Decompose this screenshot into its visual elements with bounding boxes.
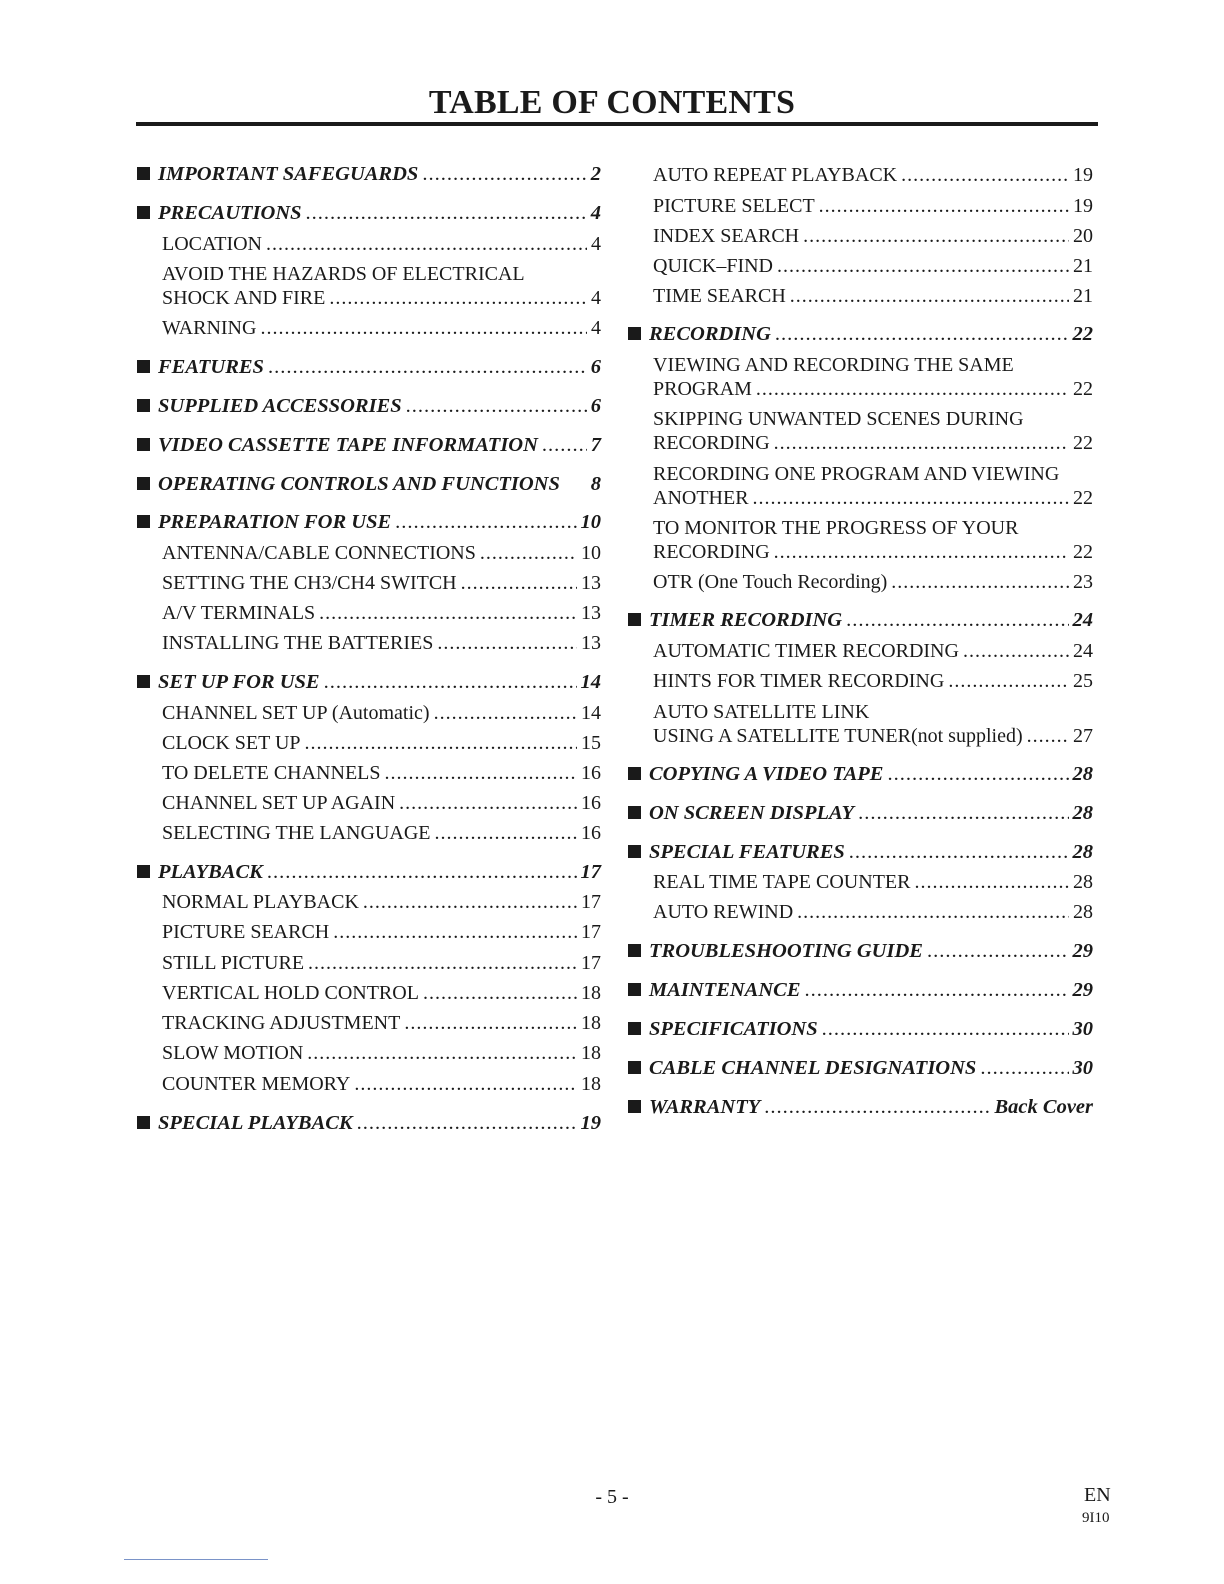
toc-entry[interactable]: CHANNEL SET UP (Automatic) ..... 14 [137, 701, 601, 725]
bullet-square-icon [628, 327, 641, 340]
toc-section[interactable]: SPECIFICATIONS ..... 30 [628, 1017, 1093, 1041]
bullet-square-icon [137, 438, 150, 451]
bullet-square-icon [628, 767, 641, 780]
bullet-square-icon [137, 675, 150, 688]
toc-entry[interactable]: WARNING ..... 4 [137, 316, 601, 340]
toc-section[interactable]: CABLE CHANNEL DESIGNATIONS ..... 30 [628, 1056, 1093, 1080]
toc-entry-line: AUTO SATELLITE LINK [653, 701, 870, 723]
toc-entry[interactable]: SETTING THE CH3/CH4 SWITCH ..... 13 [137, 571, 601, 595]
toc-entry[interactable]: AUTO REWIND ..... 28 [628, 900, 1093, 924]
toc-entry[interactable]: COUNTER MEMORY ..... 18 [137, 1072, 601, 1096]
toc-entry-line: TO MONITOR THE PROGRESS OF YOUR [653, 517, 1019, 539]
toc-entry[interactable]: A/V TERMINALS ..... 13 [137, 601, 601, 625]
toc-entry-line: SKIPPING UNWANTED SCENES DURING [653, 408, 1024, 430]
toc-section[interactable]: WARRANTY ..... Back Cover [628, 1095, 1093, 1119]
toc-entry[interactable]: SELECTING THE LANGUAGE ..... 16 [137, 821, 601, 845]
toc-section[interactable]: ON SCREEN DISPLAY ..... 28 [628, 801, 1093, 825]
bullet-square-icon [628, 1100, 641, 1113]
toc-entry[interactable]: CHANNEL SET UP AGAIN ..... 16 [137, 791, 601, 815]
toc-section[interactable]: IMPORTANT SAFEGUARDS ..... 2 [137, 162, 601, 186]
toc-entry[interactable]: TO DELETE CHANNELS ..... 16 [137, 761, 601, 785]
toc-entry[interactable]: RECORDING ..... 22 [628, 431, 1093, 455]
toc-entry[interactable]: AUTOMATIC TIMER RECORDING ..... 24 [628, 639, 1093, 663]
bullet-square-icon [137, 399, 150, 412]
bullet-square-icon [628, 613, 641, 626]
toc-section[interactable]: COPYING A VIDEO TAPE ..... 28 [628, 762, 1093, 786]
toc-entry[interactable]: OTR (One Touch Recording) ..... 23 [628, 570, 1093, 594]
toc-section[interactable]: PREPARATION FOR USE ..... 10 [137, 510, 601, 534]
toc-section[interactable]: MAINTENANCE ..... 29 [628, 978, 1093, 1002]
bullet-square-icon [628, 983, 641, 996]
toc-entry[interactable]: QUICK–FIND ..... 21 [628, 254, 1093, 278]
bullet-square-icon [628, 1061, 641, 1074]
title-rule [136, 122, 1098, 126]
toc-entry-line: VIEWING AND RECORDING THE SAME [653, 354, 1014, 376]
toc-entry[interactable]: TRACKING ADJUSTMENT ..... 18 [137, 1011, 601, 1035]
toc-entry[interactable]: LOCATION ..... 4 [137, 232, 601, 256]
toc-section[interactable]: SPECIAL PLAYBACK ..... 19 [137, 1111, 601, 1135]
bottom-divider [124, 1559, 268, 1560]
document-code: 9I10 [1082, 1510, 1110, 1526]
toc-entry[interactable]: ANOTHER ..... 22 [628, 486, 1093, 510]
page-title: TABLE OF CONTENTS [428, 84, 796, 121]
toc-entry[interactable]: CLOCK SET UP ..... 15 [137, 731, 601, 755]
toc-entry[interactable]: ANTENNA/CABLE CONNECTIONS ..... 10 [137, 541, 601, 565]
bullet-square-icon [137, 360, 150, 373]
toc-entry-line: AVOID THE HAZARDS OF ELECTRICAL [162, 263, 525, 285]
toc-entry[interactable]: VERTICAL HOLD CONTROL ..... 18 [137, 981, 601, 1005]
toc-entry[interactable]: PICTURE SELECT ..... 19 [628, 194, 1093, 218]
toc-section[interactable]: PRECAUTIONS ..... 4 [137, 201, 601, 225]
toc-section[interactable]: VIDEO CASSETTE TAPE INFORMATION ..... 7 [137, 433, 601, 457]
bullet-square-icon [137, 1116, 150, 1129]
bullet-square-icon [628, 845, 641, 858]
toc-entry[interactable]: REAL TIME TAPE COUNTER ..... 28 [628, 870, 1093, 894]
bullet-square-icon [137, 477, 150, 490]
toc-section[interactable]: FEATURES ..... 6 [137, 355, 601, 379]
language-code: EN [1084, 1484, 1111, 1506]
toc-entry[interactable]: NORMAL PLAYBACK ..... 17 [137, 890, 601, 914]
bullet-square-icon [628, 806, 641, 819]
toc-entry[interactable]: RECORDING ..... 22 [628, 540, 1093, 564]
bullet-square-icon [137, 515, 150, 528]
toc-entry[interactable]: HINTS FOR TIMER RECORDING ..... 25 [628, 669, 1093, 693]
toc-section[interactable]: TROUBLESHOOTING GUIDE ..... 29 [628, 939, 1093, 963]
toc-entry[interactable]: PICTURE SEARCH ..... 17 [137, 920, 601, 944]
toc-entry-line: RECORDING ONE PROGRAM AND VIEWING [653, 463, 1060, 485]
toc-section[interactable]: RECORDING ..... 22 [628, 322, 1093, 346]
bullet-square-icon [137, 865, 150, 878]
toc-section[interactable]: OPERATING CONTROLS AND FUNCTIONS 8 [137, 472, 601, 496]
bullet-square-icon [137, 206, 150, 219]
toc-section[interactable]: SET UP FOR USE ..... 14 [137, 670, 601, 694]
bullet-square-icon [137, 167, 150, 180]
toc-entry[interactable]: INDEX SEARCH ..... 20 [628, 224, 1093, 248]
bullet-square-icon [628, 944, 641, 957]
toc-entry[interactable]: TIME SEARCH ..... 21 [628, 284, 1093, 308]
toc-entry[interactable]: SHOCK AND FIRE ..... 4 [137, 286, 601, 310]
toc-entry[interactable]: USING A SATELLITE TUNER(not supplied) ..... 27 [628, 724, 1093, 748]
page-number: - 5 - [595, 1486, 629, 1508]
bullet-square-icon [628, 1022, 641, 1035]
toc-section[interactable]: SUPPLIED ACCESSORIES ..... 6 [137, 394, 601, 418]
toc-section[interactable]: PLAYBACK ..... 17 [137, 860, 601, 884]
toc-section[interactable]: TIMER RECORDING ..... 24 [628, 608, 1093, 632]
toc-entry[interactable]: STILL PICTURE ..... 17 [137, 951, 601, 975]
toc-entry[interactable]: SLOW MOTION ..... 18 [137, 1041, 601, 1065]
toc-entry[interactable]: AUTO REPEAT PLAYBACK ..... 19 [628, 163, 1093, 187]
toc-entry[interactable]: INSTALLING THE BATTERIES ..... 13 [137, 631, 601, 655]
toc-entry[interactable]: PROGRAM ..... 22 [628, 377, 1093, 401]
toc-section[interactable]: SPECIAL FEATURES ..... 28 [628, 840, 1093, 864]
